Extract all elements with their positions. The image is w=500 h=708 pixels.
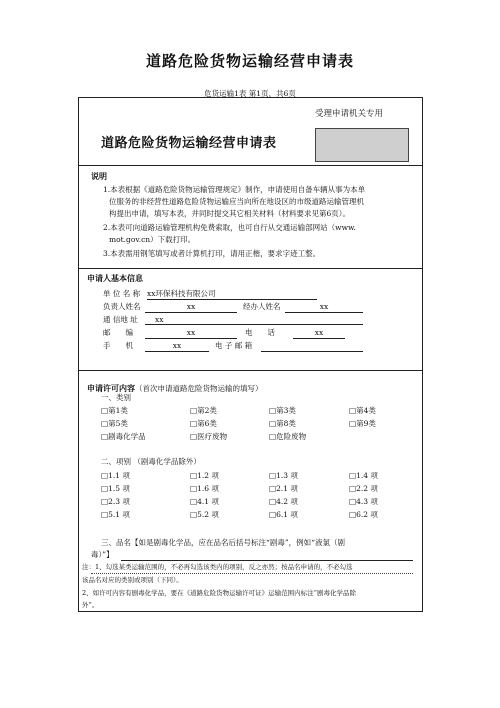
phone-field[interactable]	[293, 327, 345, 339]
category-checkbox[interactable]: □危险废物	[269, 432, 307, 441]
unit-name-label: 单 位 名 称	[103, 289, 141, 298]
item-checkbox[interactable]: □4.3 项	[349, 497, 378, 506]
item-checkbox[interactable]: □4.1 项	[190, 497, 219, 506]
category-checkbox[interactable]: □医疗废物	[190, 432, 228, 441]
address-value: xx	[155, 315, 164, 324]
permit-heading: 申请许可内容	[87, 384, 135, 393]
instruction-3: 3.本表需用钢笔填写或者计算机打印，请用正楷，要求字迹工整。	[103, 249, 321, 258]
permit-heading-note: （首次申请道路危险货物运输的填写）	[135, 384, 263, 393]
notes-divider	[91, 573, 413, 574]
category-checkbox[interactable]: □第2类	[190, 406, 217, 415]
instruction-2-line-2: mot.gov.cn）下载打印。	[109, 235, 196, 244]
instruction-1-line-1: 1.本表根据《道路危险货物运输管理规定》制作，申请使用自备车辆从事为本单	[103, 185, 366, 194]
item-checkbox[interactable]: □5.2 项	[190, 510, 219, 519]
handler-name-label: 经办人姓名	[243, 302, 281, 311]
instructions-section	[79, 166, 422, 269]
unit-name-value: xx环保科技有限公司	[147, 289, 216, 298]
item-checkbox[interactable]: □1.2 项	[190, 471, 219, 480]
handler-name-field[interactable]	[285, 301, 363, 313]
item-checkbox[interactable]: □1.6 项	[190, 484, 219, 493]
category-checkbox[interactable]: □第3类	[269, 406, 296, 415]
item-checkbox[interactable]: □6.2 项	[349, 510, 378, 519]
item-checkbox[interactable]: □1.1 项	[101, 471, 130, 480]
item-checkbox[interactable]: □5.1 项	[101, 510, 130, 519]
item-checkbox[interactable]: □1.3 项	[269, 471, 298, 480]
instruction-1-line-2: 位服务的非经营性道路危险货物运输应当向所在地设区的市级道路运输管理机	[109, 197, 364, 206]
instructions-heading: 说明	[91, 172, 107, 181]
person-name-field[interactable]	[145, 301, 237, 313]
postcode-field[interactable]	[145, 327, 237, 339]
item-checkbox[interactable]: □2.2 项	[349, 484, 378, 493]
instruction-2-line-1: 2.本表可向道路运输管理机构免费索取，也可自行从交通运输部网站（www.	[103, 223, 356, 232]
unit-name-field[interactable]	[147, 288, 317, 300]
note-1-line-2: 该品名对应的类别或项别（下同）。	[82, 576, 183, 584]
postcode-label: 邮 编	[103, 328, 133, 337]
email-field[interactable]	[261, 340, 363, 352]
item-checkbox[interactable]: □1.5 项	[101, 484, 130, 493]
product-name-instruction-line-2: 毒）”】	[91, 550, 114, 559]
item-label: 二、项别 （剧毒化学品除外）	[101, 457, 201, 466]
item-checkbox[interactable]: □2.1 项	[269, 484, 298, 493]
page-title: 道路危险货物运输经营申请表	[145, 52, 354, 70]
address-label: 通 信地 址	[103, 315, 138, 324]
form-header	[79, 98, 422, 166]
category-checkbox[interactable]: □第8类	[269, 419, 296, 428]
category-checkbox[interactable]: □第1类	[101, 406, 128, 415]
note-1-line-1: 注：1、勾选某类运输范围的，不必再勾选该类内的项别，反之亦然；按品名申请的，不必勾选	[82, 563, 353, 571]
note-2-line-2: 外”。	[82, 601, 99, 609]
email-label: 电 子 邮 箱	[215, 341, 253, 350]
product-name-field[interactable]	[121, 549, 413, 561]
person-name-label: 负责人姓名	[103, 302, 141, 311]
handler-name-value: xx	[319, 302, 329, 311]
page-subtitle: 危货运输1表 第1页，共6页	[204, 89, 296, 98]
item-checkbox[interactable]: □2.3 项	[101, 497, 130, 506]
postcode-value: xx	[186, 328, 196, 337]
office-use-label: 受理申请机关专用	[315, 109, 384, 119]
category-checkbox[interactable]: □剧毒化学品	[101, 432, 146, 441]
category-checkbox[interactable]: □第9类	[349, 419, 376, 428]
note-2-line-1: 2、如许可内容有剧毒化学品，要在《道路危险货物运输许可证》运输范围内标注“剧毒化学品除	[82, 589, 356, 597]
instruction-1-line-3: 构提出申请，填写本表，并同时提交其它相关材料（材料要求见第6页）。	[109, 209, 351, 218]
item-checkbox[interactable]: □1.4 项	[349, 471, 378, 480]
address-field[interactable]	[145, 314, 363, 325]
category-checkbox[interactable]: □第6类	[190, 419, 217, 428]
application-form	[78, 97, 423, 612]
office-use-box	[315, 128, 409, 162]
phone-label: 电 话	[245, 328, 275, 337]
category-checkbox[interactable]: □第4类	[349, 406, 376, 415]
person-name-value: xx	[186, 302, 196, 311]
item-checkbox[interactable]: □6.1 项	[269, 510, 298, 519]
category-checkbox[interactable]: □第5类	[101, 419, 128, 428]
item-checkbox[interactable]: □4.2 项	[269, 497, 298, 506]
phone-value: xx	[314, 328, 324, 337]
applicant-section	[79, 269, 422, 371]
mobile-label: 手 机	[103, 341, 133, 350]
category-label: 一、类别	[101, 393, 131, 402]
mobile-field[interactable]	[145, 340, 209, 352]
applicant-heading: 申请人基本信息	[87, 274, 143, 283]
product-name-instruction-line-1: 三、品名【如是剧毒化学品，应在品名后括号标注“剧毒”，例如“液氯（剧	[101, 538, 346, 547]
mobile-value: xx	[172, 341, 182, 350]
form-title: 道路危险货物运输经营申请表	[101, 136, 277, 151]
